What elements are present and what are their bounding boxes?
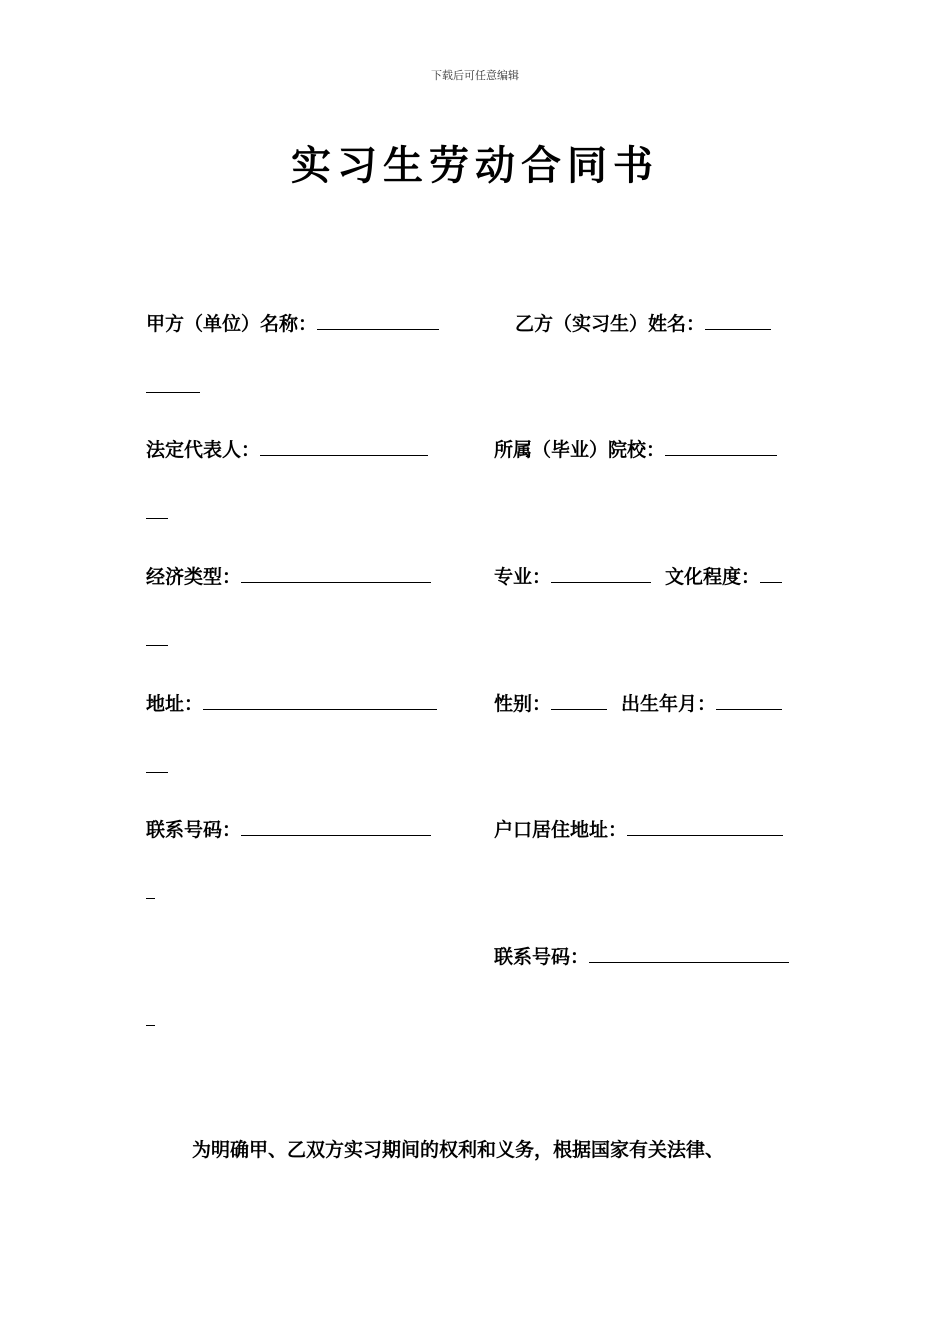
major-label: 专业： [494,566,552,588]
education-blank-wrap [146,625,168,653]
education-blank-continued[interactable] [146,625,168,646]
document-title: 实习生劳动合同书 [291,142,659,189]
party-a-name-row [146,309,439,337]
birth-label: 出生年月： [621,693,717,715]
birth-blank-wrap [146,752,168,780]
party-b-name-blank-continued[interactable] [146,372,200,393]
economic-type-label: 经济类型： [146,566,242,588]
gender-birth-row [494,689,782,717]
school-blank-continued[interactable] [146,498,168,519]
party-b-name-blank-wrap [146,372,200,400]
school-label: 所属（毕业）院校： [494,439,666,461]
birth-blank-continued[interactable] [146,752,168,773]
party-b-phone-blank-continued[interactable] [146,1005,155,1026]
party-a-phone-label: 联系号码： [146,819,242,841]
gender-blank[interactable] [551,689,607,710]
party-b-phone-blank-wrap [146,1005,155,1033]
address-row [146,689,437,717]
major-blank[interactable] [551,562,651,583]
residence-blank-wrap [146,878,155,906]
major-education-row [494,562,782,590]
party-a-name-blank[interactable] [317,309,439,330]
education-blank[interactable] [760,562,782,583]
header-note: 下载后可任意编辑 [431,69,519,82]
residence-blank[interactable] [627,815,783,836]
residence-blank-continued[interactable] [146,878,155,899]
party-a-phone-row [146,815,431,843]
party-b-phone-label: 联系号码： [494,946,590,968]
birth-blank[interactable] [716,689,782,710]
education-label: 文化程度： [665,566,761,588]
gender-label: 性别： [494,693,552,715]
representative-row [146,435,428,463]
economic-type-blank[interactable] [241,562,431,583]
intro-paragraph: 为明确甲、乙双方实习期间的权利和义务，根据国家有关法律、 [192,1139,725,1161]
school-blank[interactable] [665,435,777,456]
economic-type-row [146,562,431,590]
address-label: 地址： [146,693,204,715]
party-b-phone-row [494,942,789,970]
address-blank[interactable] [203,689,437,710]
party-a-phone-blank[interactable] [241,815,431,836]
residence-row [494,815,783,843]
party-b-phone-blank[interactable] [589,942,789,963]
party-a-name-label: 甲方（单位）名称： [146,313,318,335]
representative-blank[interactable] [260,435,428,456]
representative-label: 法定代表人： [146,439,261,461]
school-blank-wrap [146,498,168,526]
school-row [494,435,777,463]
party-b-name-label: 乙方（实习生）姓名： [515,313,706,335]
party-b-name-row [515,309,771,337]
party-b-name-blank[interactable] [705,309,771,330]
residence-label: 户口居住地址： [494,819,628,841]
